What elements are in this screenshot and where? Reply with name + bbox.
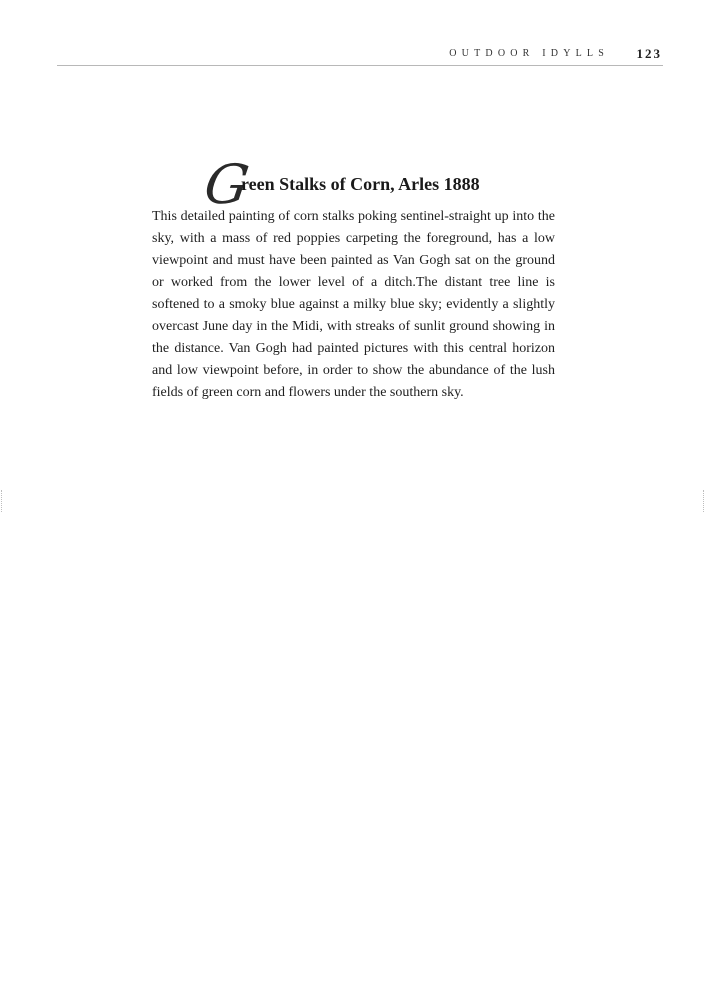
- right-margin-mark: [703, 490, 705, 512]
- drop-cap: G: [200, 153, 253, 216]
- section-title: reen Stalks of Corn, Arles 1888: [241, 174, 480, 194]
- left-margin-mark: [1, 490, 3, 512]
- page-number: 123: [636, 46, 662, 61]
- body-paragraph: This detailed painting of corn stalks poking sentinel-straight up into the sky, with a mass of red poppies carpeting the foreground, has a low viewpoint and must have been painted as Van Gogh sat on the ground or worked from the lower level of a ditch.The distant tree line is softened to a smoky blue against a milky blue sky; evidently a slightly overcast June day in the Midi, with streaks of sunlit ground showing in the distance. Van Gogh had painted pictures with this central horizon and low viewpoint before, in order to show the abundance of the lush fields of green corn and flowers under the southern sky.: [152, 209, 555, 400]
- running-title: OUTDOOR IDYLLS: [449, 48, 609, 59]
- header-rule: [57, 65, 663, 66]
